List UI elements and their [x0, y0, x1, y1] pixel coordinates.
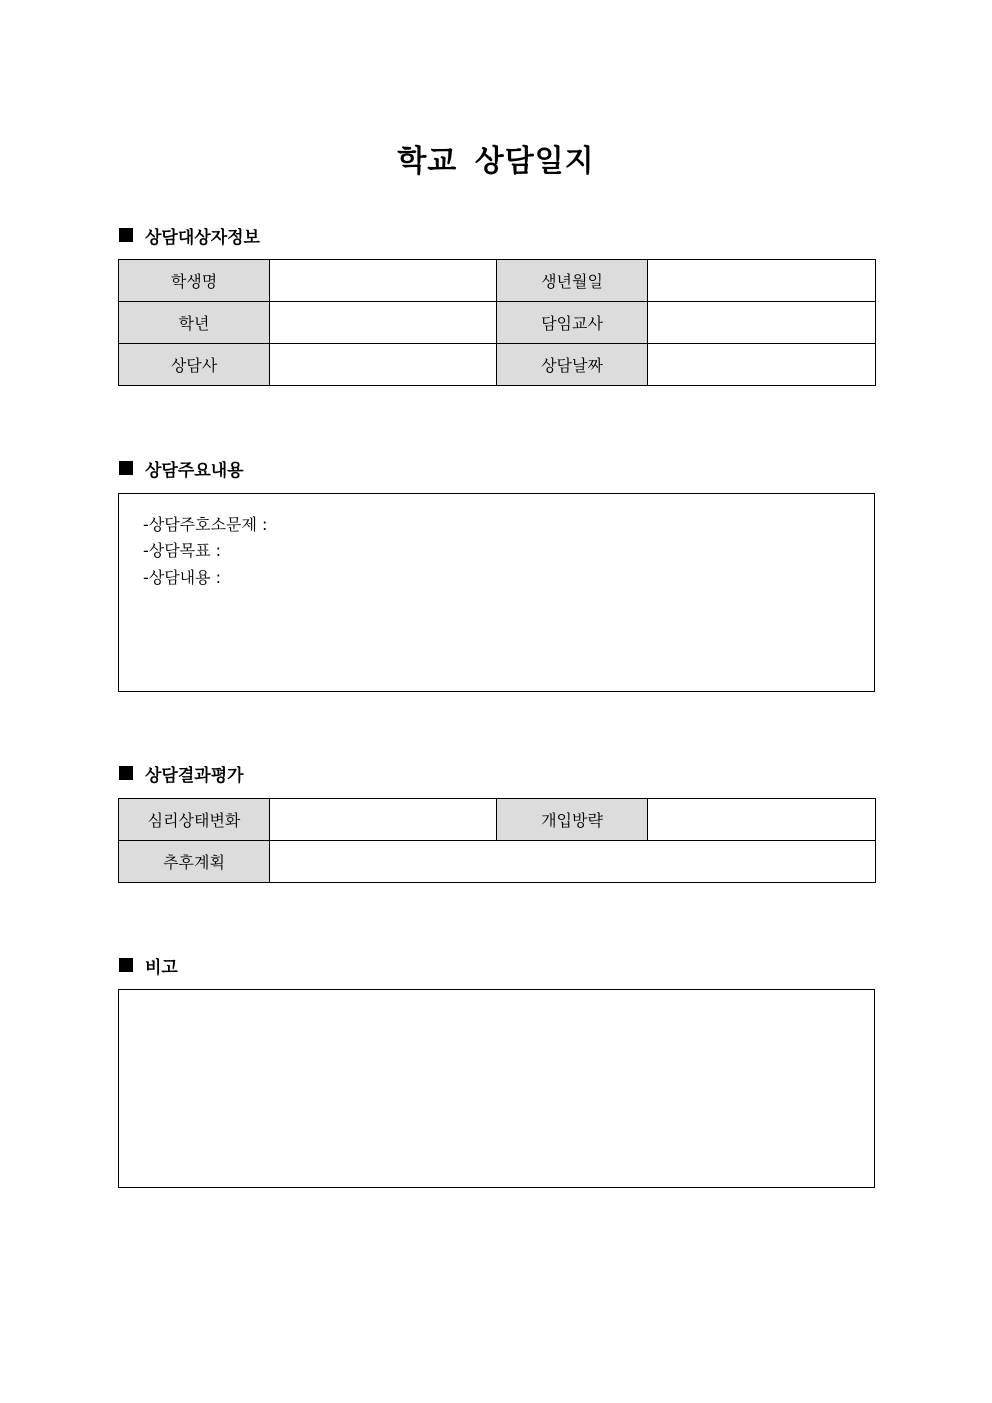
student-name-field[interactable] — [270, 260, 497, 302]
homeroom-teacher-field[interactable] — [648, 302, 876, 344]
psychological-change-label: 심리상태변화 — [119, 799, 270, 841]
chief-complaint-line: -상담주호소문제 : — [143, 515, 268, 534]
section-heading-label: 상담주요내용 — [145, 460, 244, 481]
square-bullet-icon — [119, 766, 133, 780]
follow-up-plan-label: 추후계획 — [119, 841, 270, 883]
table-row — [119, 260, 876, 302]
homeroom-teacher-label: 담임교사 — [497, 302, 648, 344]
section-heading-label: 상담결과평가 — [145, 765, 244, 786]
table-row — [119, 799, 876, 841]
table-row — [119, 841, 876, 883]
page-title: 학교 상담일지 — [397, 144, 595, 179]
counseling-date-field[interactable] — [648, 344, 876, 386]
psychological-change-field[interactable] — [270, 799, 497, 841]
counseling-detail-line: -상담내용 : — [143, 568, 222, 587]
grade-field[interactable] — [270, 302, 497, 344]
student-name-label: 학생명 — [119, 260, 270, 302]
counseling-date-label: 상담날짜 — [497, 344, 648, 386]
square-bullet-icon — [119, 461, 133, 475]
section-heading-label: 비고 — [145, 957, 178, 978]
section-heading-main-content — [119, 457, 244, 479]
follow-up-plan-field[interactable] — [270, 841, 876, 883]
table-row — [119, 344, 876, 386]
section-heading-evaluation — [119, 762, 244, 784]
intervention-strategy-label: 개입방략 — [497, 799, 648, 841]
intervention-strategy-field[interactable] — [648, 799, 876, 841]
section-heading-subject-info — [119, 224, 260, 246]
square-bullet-icon — [119, 228, 133, 242]
table-row — [119, 302, 876, 344]
grade-label: 학년 — [119, 302, 270, 344]
remarks-box[interactable] — [118, 989, 875, 1188]
counselor-field[interactable] — [270, 344, 497, 386]
evaluation-table — [118, 798, 876, 883]
main-content-box[interactable] — [118, 493, 875, 692]
birthdate-label: 생년월일 — [497, 260, 648, 302]
birthdate-field[interactable] — [648, 260, 876, 302]
section-heading-remarks — [119, 954, 178, 976]
counselor-label: 상담사 — [119, 344, 270, 386]
square-bullet-icon — [119, 958, 133, 972]
counseling-goal-line: -상담목표 : — [143, 541, 222, 560]
section-heading-label: 상담대상자정보 — [145, 227, 260, 248]
subject-info-table — [118, 259, 876, 386]
